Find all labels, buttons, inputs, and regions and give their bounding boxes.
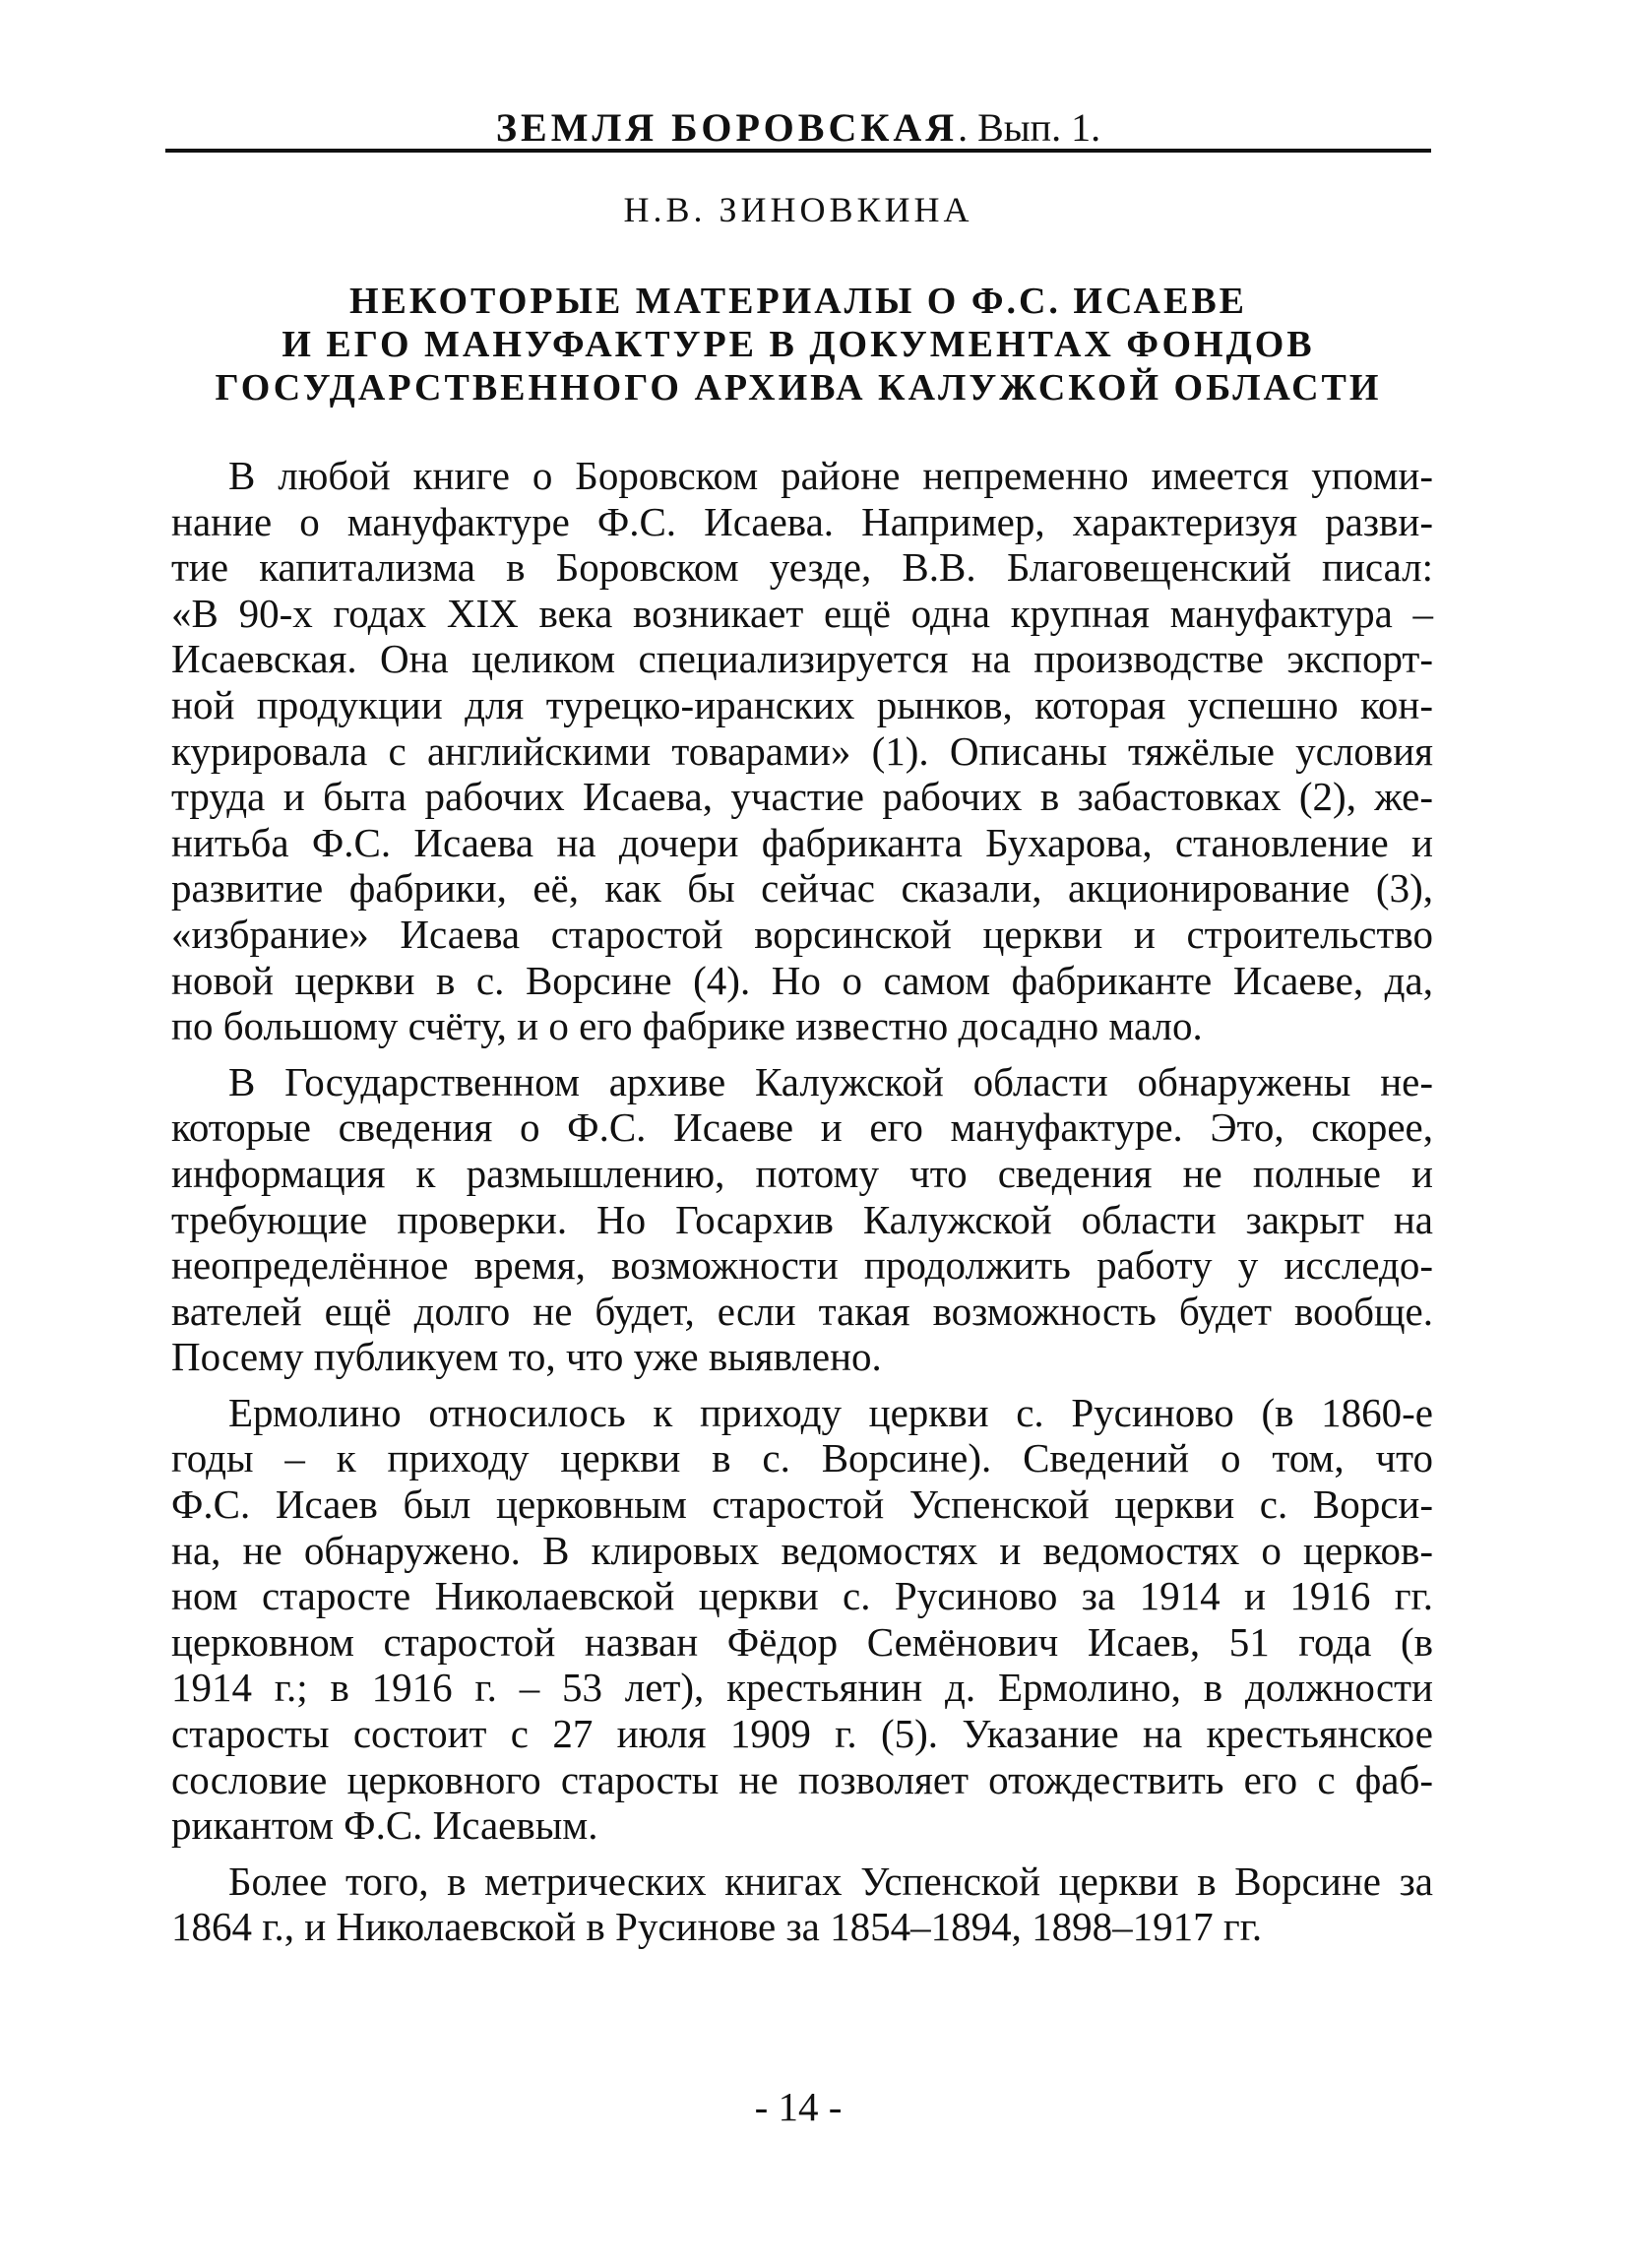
text-line: 1914 г.; в 1916 г. – 53 лет), крестьянин д. Ермолино, в должности <box>171 1665 1433 1711</box>
text-line: В любой книге о Боровском районе непременно имеется упоми- <box>228 453 1433 498</box>
author-name: Н.В. ЗИНОВКИНА <box>623 190 973 229</box>
text-line: курировала с английскими товарами» (1). Описаны тяжёлые условия <box>171 727 1433 774</box>
title-line: ГОСУДАРСТВЕННОГО АРХИВА КАЛУЖСКОЙ ОБЛАСТИ <box>215 367 1382 409</box>
issue-number: . Вып. 1. <box>958 105 1101 150</box>
text-line: «избрание» Исаева старостой ворсинской церкви и строительство <box>171 911 1433 957</box>
text-line: ном старосте Николаевской церкви с. Русиново за 1914 и 1916 гг. <box>171 1573 1433 1619</box>
text-line: по большому счёту, и о его фабрике известно досадно мало. <box>171 1003 1203 1049</box>
series-title: ЗЕМЛЯ БОРОВСКАЯ <box>495 105 959 150</box>
text-line: «В 90-х годах XIX века возникает ещё одна крупная мануфактура – <box>171 590 1433 636</box>
paragraph <box>171 453 1433 1049</box>
text-line: новой церкви в с. Ворсине (4). Но о самом фабриканте Исаеве, да, <box>171 957 1433 1003</box>
text-line: сословие церковного старосты не позволяет отождествить его с фаб- <box>171 1756 1433 1802</box>
text-line: труда и быта рабочих Исаева, участие рабочих в забастовках (2), же- <box>171 774 1433 820</box>
text-line: которые сведения о Ф.С. Исаеве и его мануфактуре. Это, скорее, <box>171 1104 1433 1151</box>
text-line: неопределённое время, возможности продолжить работу у исследо- <box>171 1242 1433 1289</box>
title-line: НЕКОТОРЫЕ МАТЕРИАЛЫ О Ф.С. ИСАЕВЕ <box>348 281 1248 322</box>
text-line: тие капитализма в Боровском уезде, В.В. Благовещенский писал: <box>171 544 1433 591</box>
text-line: В Государственном архиве Калужской области обнаружены не- <box>228 1058 1433 1104</box>
paragraph <box>171 1390 1433 1849</box>
text-line: рикантом Ф.С. Исаевым. <box>171 1802 598 1849</box>
header-rule <box>165 149 1431 153</box>
text-line: требующие проверки. Но Госархив Калужской области закрыт на <box>171 1196 1433 1242</box>
text-line: развитие фабрики, её, как бы сейчас сказали, акционирование (3), <box>171 865 1433 912</box>
paragraph <box>171 1858 1433 1950</box>
text-line: вателей ещё долго не будет, если такая возможность будет вообще. <box>171 1288 1433 1334</box>
text-line: Более того, в метрических книгах Успенской церкви в Ворсине за <box>228 1858 1433 1904</box>
running-header <box>165 106 1431 150</box>
text-line: ной продукции для турецко-иранских рынков, которая успешно кон- <box>171 681 1433 727</box>
paragraph <box>171 1059 1433 1380</box>
text-line: старосты состоит с 27 июля 1909 г. (5). Указание на крестьянское <box>171 1711 1433 1757</box>
text-line: нание о мануфактуре Ф.С. Исаева. Например, характеризуя разви- <box>171 498 1433 544</box>
text-line: Исаевская. Она целиком специализируется на производстве экспорт- <box>171 636 1433 682</box>
text-line: Посему публикуем то, что уже выявлено. <box>171 1334 882 1380</box>
article-body <box>171 453 1433 1960</box>
text-line: годы – к приходу церкви в с. Ворсине). Сведений о том, что <box>171 1435 1433 1481</box>
article-title <box>165 280 1431 410</box>
text-line: церковном старостой назван Фёдор Семёнович Исаев, 51 года (в <box>171 1618 1433 1665</box>
title-line: И ЕГО МАНУФАКТУРЕ В ДОКУМЕНТАХ ФОНДОВ <box>282 324 1315 365</box>
text-line: нитьба Ф.С. Исаева на дочери фабриканта Бухарова, становление и <box>171 819 1433 865</box>
text-line: на, не обнаружено. В клировых ведомостях и ведомостях о церков- <box>171 1527 1433 1573</box>
text-line: информация к размышлению, потому что сведения не полные и <box>171 1150 1433 1196</box>
text-line: Ф.С. Исаев был церковным старостой Успенской церкви с. Ворси- <box>171 1481 1433 1528</box>
text-line: Ермолино относилось к приходу церкви с. Русиново (в 1860-е <box>228 1389 1433 1435</box>
page-number: - 14 - <box>754 2084 843 2129</box>
text-line: 1864 г., и Николаевской в Русинове за 1854–1894, 1898–1917 гг. <box>171 1904 1263 1950</box>
